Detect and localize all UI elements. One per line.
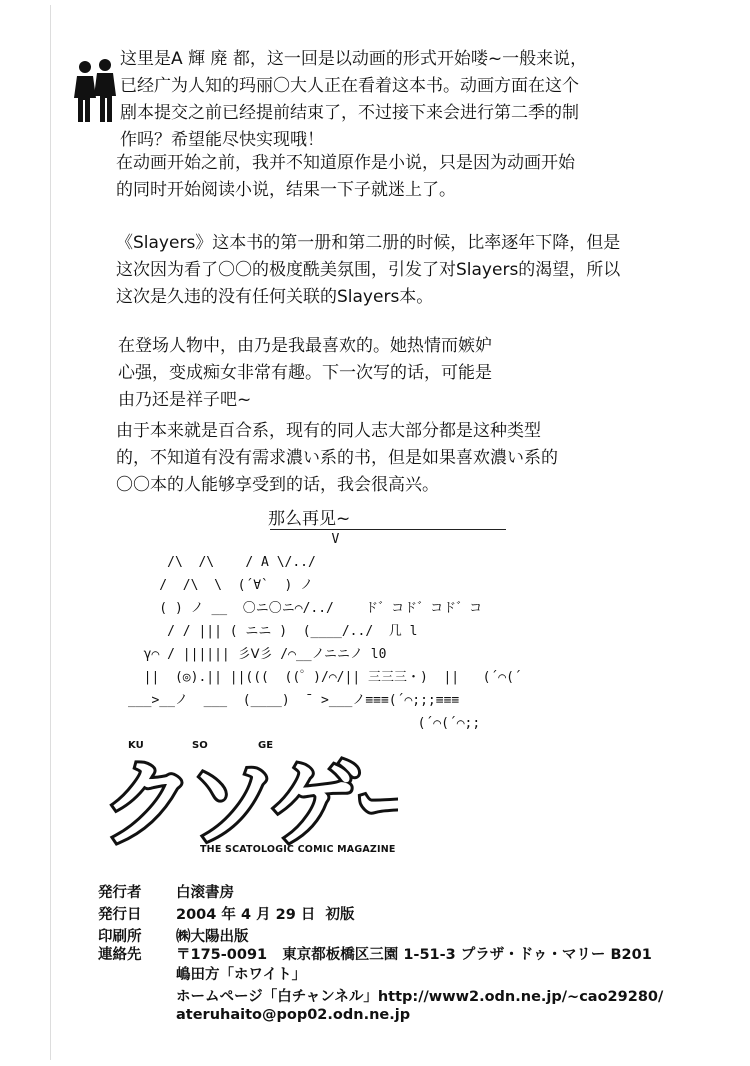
colophon-value: ateruhaito@pop02.odn.ne.jp [176, 1007, 411, 1023]
colophon-label: 印刷所 [98, 929, 142, 945]
paragraph-intro: 这里是A 輝 廃 都，这一回是以动画的形式开始喽~一般来说， 已经广为人知的玛丽〇大人正在看着这本书。动画方面在这个 剧本提交之前已经提前结束了，不过接下来会进行第二季的制 作吗？希望能尽快实现哦！ [120, 49, 588, 150]
kusoge-logo [98, 738, 398, 848]
colophon-value: 嶋田方「ホワイト」 [176, 967, 307, 983]
paragraph-anime: 在动画开始之前，我并不知道原作是小说，只是因为动画开始 的同时开始阅读小说，结果一下子就迷上了。 [116, 153, 575, 200]
colophon-value: ㈱大陽出版 [176, 929, 249, 945]
kusoge-logo-graphic [98, 738, 398, 848]
paragraph-slayers: 《Slayers》这本书的第一册和第二册的时候，比率逐年下降，但是 这次因为看了〇〇的极度酰美氛围，引发了对Slayers的渴望，所以 这次是久违的没有任何关联的Slayers本。 [116, 233, 621, 307]
colophon-row [98, 943, 652, 964]
author-couple-icon [72, 58, 118, 124]
colophon-label: 発行者 [98, 885, 142, 901]
colophon-value: 白滚書房 [176, 885, 234, 901]
colophon-value: ホームページ「白チャンネル」http://www2.odn.ne.jp/~cao29280/ [176, 989, 664, 1005]
ascii-art: V /\ /\ / A \/../ / /\ \ (´∀` ) ノ ( ) ノ __ 〇ニ〇ニ⌒/../ ド゛コド゛コド゛コ / / ||| ( ニニ ) (____/../ 几 l γ⌒ / |||||| 彡Ⅴ彡 /⌒__ノニニノ l0 || (◎).|| ||((( ((゜)/⌒/|| 三三三・) || (´⌒(´ ___>__ノ ___ (____) ̄ >___ノ≡≡≡(´⌒;;;≡≡≡ (´⌒(´⌒;; [128, 532, 522, 731]
logo-tagline: THE SCATOLOGIC COMIC MAGAZINE [200, 844, 396, 855]
farewell-text: 那么再见~ [268, 509, 351, 529]
colophon-row [98, 881, 234, 902]
colophon-row [98, 1007, 410, 1023]
colophon-row [98, 985, 663, 1006]
paragraph-characters: 在登场人物中，由乃是我最喜欢的。她热情而嫉妒 心强，变成痴女非常有趣。下一次写的话，可能是 由乃还是祥子吧~ [118, 336, 492, 410]
logo-reading-ku: KU [128, 740, 144, 751]
paragraph-yuri: 由于本来就是百合系，现有的同人志大部分都是这种类型 的，不知道有没有需求濃い系的书，但是如果喜欢濃い系的 〇〇本的人能够享受到的话，我会很高兴。 [116, 421, 558, 495]
colophon-label: 発行日 [98, 907, 142, 923]
colophon-value: 〒175-0091 東京都板橋区三園 1-51-3 プラザ・ドゥ・マリー B201 [176, 947, 652, 963]
colophon-row [98, 903, 354, 924]
colophon-label: 連絡先 [98, 947, 142, 963]
colophon-row [98, 963, 306, 984]
colophon-value: 2004 年 4 月 29 日 初版 [176, 907, 355, 923]
logo-reading-ge: GE [258, 740, 274, 751]
logo-text: クソゲ [102, 751, 354, 848]
logo-reading-so: SO [192, 740, 208, 751]
